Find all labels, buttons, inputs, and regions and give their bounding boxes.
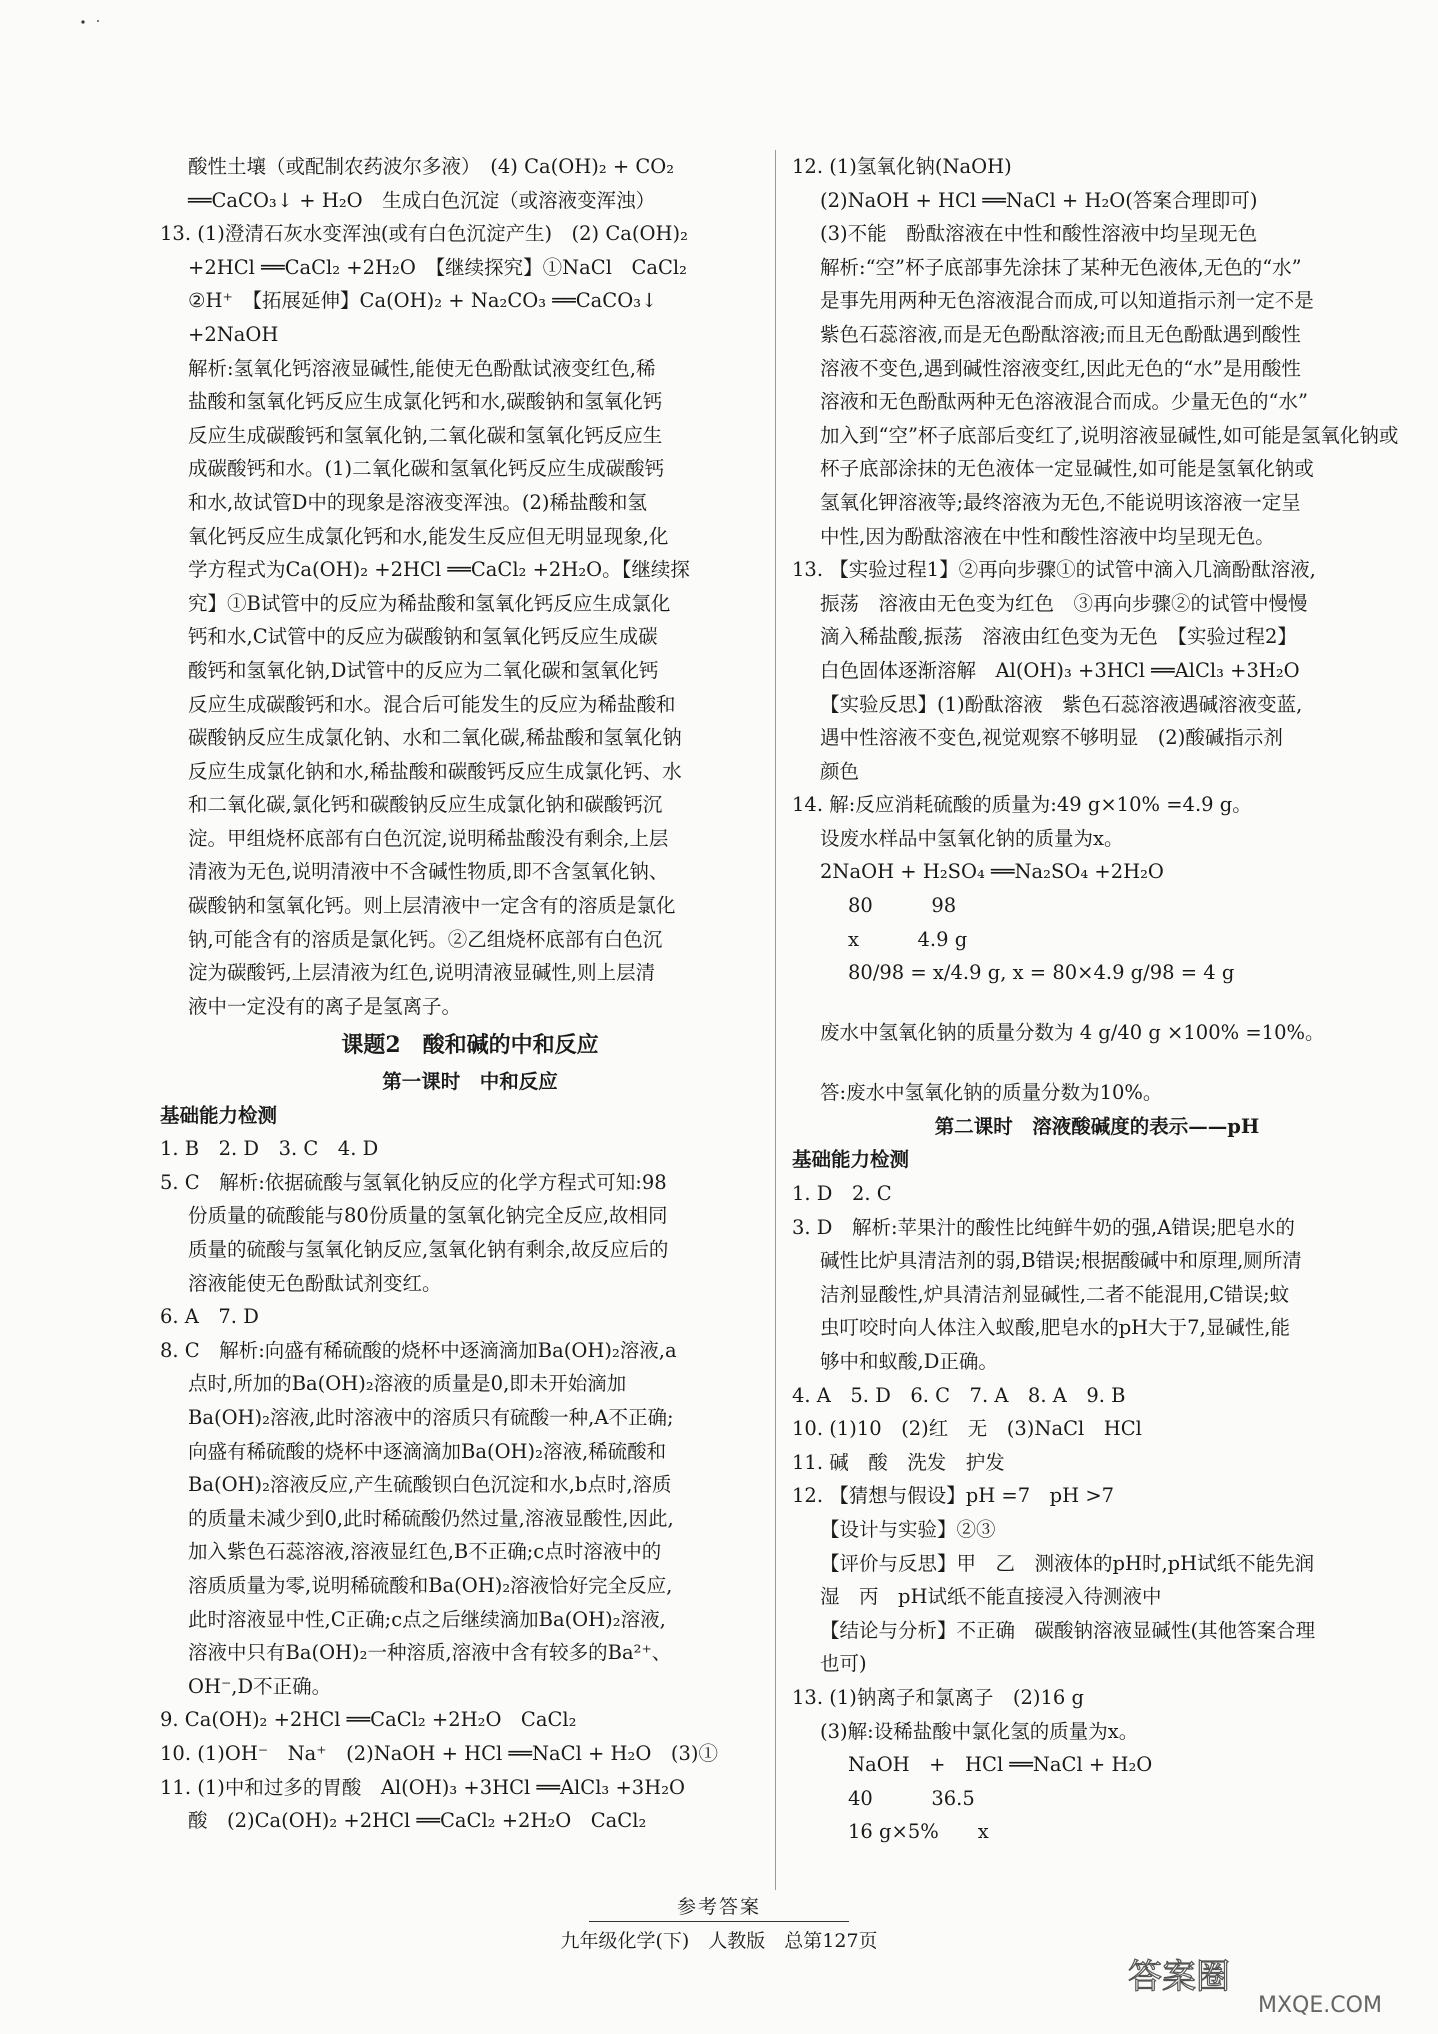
left-line: 淀。甲组烧杯底部有白色沉淀,说明稀盐酸没有剩余,上层 [188,826,669,850]
left-line: 质量的硫酸与氢氧化钠反应,氢氧化钠有剩余,故反应后的 [188,1238,669,1261]
right-line: 也可) [820,1652,867,1676]
left-line: 11. (1)中和过多的胃酸 Al(OH)₃ +3HCl ══AlCl₃ +3H₂O [160,1775,686,1799]
left-line: 学方程式为Ca(OH)₂ +2HCl ══CaCl₂ +2H₂O。【继续探 [188,558,690,582]
left-line: 解析:氢氧化钙溶液显碱性,能使无色酚酞试液变红色,稀 [188,356,656,380]
right-line: 振荡 溶液由无色变为红色 ③再向步骤②的试管中慢慢 [820,591,1308,615]
right-line: 16 g×5% x [848,1820,989,1844]
left-column [160,150,780,1838]
right-line: 加入到“空”杯子底部后变红了,说明溶液显碱性,如可能是氢氧化钠或 [820,423,1399,447]
right-line: 设废水样品中氢氧化钠的质量为x。 [820,826,1124,850]
left-line: 9. Ca(OH)₂ +2HCl ══CaCl₂ +2H₂O CaCl₂ [160,1708,577,1732]
left-line: 淀为碳酸钙,上层清液为红色,说明清液显碱性,则上层清 [188,961,656,985]
right-line: 【结论与分析】不正确 碳酸钠溶液显碱性(其他答案合理 [820,1618,1316,1642]
left-line: 酸 (2)Ca(OH)₂ +2HCl ══CaCl₂ +2H₂O CaCl₂ [188,1809,647,1833]
right-line: 基础能力检测 [792,1148,910,1172]
left-line: 酸性土壤（或配制农药波尔多液） (4) Ca(OH)₂ + CO₂ [188,155,675,178]
left-line: 基础能力检测 [160,1103,278,1127]
right-line: (3)解:设稀盐酸中氯化氢的质量为x。 [820,1719,1139,1743]
left-line: 和水,故试管D中的现象是溶液变浑浊。(2)稀盐酸和氢 [188,490,647,514]
right-line: 【设计与实验】②③ [820,1517,996,1541]
left-line: 13. (1)澄清石灰水变浑浊(或有白色沉淀产生) (2) Ca(OH)₂ [160,222,688,246]
left-line: 氧化钙反应生成氯化钙和水,能发生反应但无明显现象,化 [188,524,669,548]
left-line: 究】①B试管中的反应为稀盐酸和氢氧化钙反应生成氯化 [188,591,671,615]
right-line: 13. 【实验过程1】②再向步骤①的试管中滴入几滴酚酞溶液, [792,558,1316,582]
left-line: 和二氧化碳,氯化钙和碳酸钠反应生成氯化钠和碳酸钙沉 [188,793,663,817]
right-line: 【评价与反思】甲 乙 测液体的pH时,pH试纸不能先润 [820,1551,1315,1575]
left-line: 向盛有稀硫酸的烧杯中逐滴滴加Ba(OH)₂溶液,稀硫酸和 [188,1439,667,1463]
left-line: 10. (1)OH⁻ Na⁺ (2)NaOH + HCl ══NaCl + H₂O (3)① [160,1741,718,1765]
right-line: 杯子底部涂抹的无色液体一定显碱性,如可能是氢氧化钠或 [820,457,1314,481]
left-line: 清液为无色,说明清液中不含碱性物质,即不含氢氧化钠、 [188,860,669,884]
right-line: 3. D 解析:苹果汁的酸性比纯鲜牛奶的强,A错误;肥皂水的 [792,1215,1295,1239]
right-line: 80/98 = x/4.9 g, x = 80×4.9 g/98 = 4 g [848,961,1235,985]
right-line: NaOH + HCl ══NaCl + H₂O [848,1753,1153,1777]
right-line: (2)NaOH + HCl ══NaCl + H₂O(答案合理即可) [820,188,1258,212]
watermark-text: 答案圈 [1128,1957,1230,1997]
right-line: 中性,因为酚酞溶液在中性和酸性溶液中均呈现无色。 [820,524,1275,548]
footer-title: 参考答案 [676,1896,761,1918]
left-line: 碳酸钠和氢氧化钙。则上层清液中一定含有的溶质是氯化 [188,894,676,918]
left-line: 溶液中只有Ba(OH)₂一种溶质,溶液中含有较多的Ba²⁺、 [188,1641,672,1665]
left-line: Ba(OH)₂溶液,此时溶液中的溶质只有硫酸一种,A不正确; [188,1405,674,1429]
right-line: 碱性比炉具清洁剂的弱,B错误;根据酸碱中和原理,厕所清 [820,1249,1302,1273]
left-line: Ba(OH)₂溶液反应,产生硫酸钡白色沉淀和水,b点时,溶质 [188,1473,672,1497]
left-line: 钠,可能含有的溶质是氯化钙。②乙组烧杯底部有白色沉 [188,927,663,951]
left-line: 成碳酸钙和水。(1)二氧化碳和氢氧化钙反应生成碳酸钙 [188,457,665,481]
left-line: 反应生成碳酸钙和水。混合后可能发生的反应为稀盐酸和 [188,692,676,716]
right-line: x 4.9 g [848,927,968,951]
right-line: 洁剂显酸性,炉具清洁剂显碱性,二者不能混用,C错误;蚊 [820,1282,1290,1306]
page-footer [0,1892,1438,1953]
right-line: 氢氧化钾溶液等;最终溶液为无色,不能说明该溶液一定呈 [820,490,1301,514]
footer-page-info: 九年级化学(下) 人教版 总第127页 [560,1930,878,1952]
right-line: 14. 解:反应消耗硫酸的质量为:49 g×10% =4.9 g。 [792,793,1252,817]
right-line: 白色固体逐渐溶解 Al(OH)₃ +3HCl ══AlCl₃ +3H₂O [820,658,1300,682]
right-line: 滴入稀盐酸,振荡 溶液由红色变为无色 【实验过程2】 [820,625,1297,649]
right-line: 紫色石蕊溶液,而是无色酚酞溶液;而且无色酚酞遇到酸性 [820,322,1301,346]
watermark-logo [1108,1950,1408,2020]
left-line: 8. C 解析:向盛有稀硫酸的烧杯中逐滴滴加Ba(OH)₂溶液,a [160,1338,677,1362]
left-line: 6. A 7. D [160,1305,259,1329]
left-line: 酸钙和氢氧化钠,D试管中的反应为二氧化碳和氢氧化钙 [188,658,659,682]
right-line: 4. A 5. D 6. C 7. A 8. A 9. B [792,1383,1126,1407]
left-line: 液中一定没有的离子是氢离子。 [188,994,462,1018]
left-line: 5. C 解析:依据硫酸与氢氧化钠反应的化学方程式可知:98 [160,1170,667,1194]
right-line: 2NaOH + H₂SO₄ ══Na₂SO₄ +2H₂O [820,860,1164,884]
right-line: 湿 丙 pH试纸不能直接浸入待测液中 [820,1585,1162,1609]
right-line: 废水中氢氧化钠的质量分数为 4 g/40 g ×100% =10%。 [820,1021,1325,1045]
right-line: 【实验反思】(1)酚酞溶液 紫色石蕊溶液遇碱溶液变蓝, [820,692,1303,716]
left-line: 溶液能使无色酚酞试剂变红。 [188,1271,442,1295]
left-line: 反应生成碳酸钙和氢氧化钠,二氧化碳和氢氧化钙反应生 [188,423,663,447]
right-line: 够中和蚁酸,D正确。 [820,1350,998,1373]
left-line: 课题2 酸和碱的中和反应 [341,1032,599,1059]
left-line: 盐酸和氢氧化钙反应生成氯化钙和水,碳酸钠和氢氧化钙 [188,390,663,414]
right-line: 80 98 [848,894,957,918]
right-line: 12. 【猜想与假设】pH =7 pH >7 [792,1484,1115,1508]
right-line: 40 36.5 [848,1786,975,1810]
left-line: 的质量未减少到0,此时稀硫酸仍然过量,溶液显酸性,因此, [188,1506,674,1530]
right-line: 13. (1)钠离子和氯离子 (2)16 g [792,1685,1084,1709]
right-line: 虫叮咬时向人体注入蚁酸,肥皂水的pH大于7,显碱性,能 [820,1316,1290,1340]
left-line: +2NaOH [188,322,279,346]
right-line: 12. (1)氢氧化钠(NaOH) [792,155,1012,178]
left-line: +2HCl ══CaCl₂ +2H₂O 【继续探究】①NaCl CaCl₂ [188,255,687,279]
column-divider [775,150,776,1890]
right-line: 解析:“空”杯子底部事先涂抹了某种无色液体,无色的“水” [820,255,1302,279]
footer-rule [589,1921,849,1922]
left-line: 碳酸钠反应生成氯化钠、水和二氧化碳,稀盐酸和氢氧化钠 [188,726,682,750]
left-line: 点时,所加的Ba(OH)₂溶液的质量是0,即未开始滴加 [188,1372,627,1396]
right-line: 1. D 2. C [792,1182,892,1206]
right-line: 是事先用两种无色溶液混合而成,可以知道指示剂一定不是 [820,289,1314,313]
left-line: 1. B 2. D 3. C 4. D [160,1137,379,1161]
left-line: 份质量的硫酸能与80份质量的氢氧化钠完全反应,故相同 [188,1204,668,1228]
right-line: 溶液和无色酚酞两种无色溶液混合而成。少量无色的“水” [820,390,1308,414]
left-line: ══CaCO₃↓ + H₂O 生成白色沉淀（或溶液变浑浊） [188,188,656,212]
left-line: 反应生成氯化钠和水,稀盐酸和碳酸钙反应生成氯化钙、水 [188,759,682,783]
left-line: 加入紫色石蕊溶液,溶液显红色,B不正确;c点时溶液中的 [188,1540,662,1564]
right-line: 第二课时 溶液酸碱度的表示——pH [934,1114,1260,1138]
left-line: 钙和水,C试管中的反应为碳酸钠和氢氧化钙反应生成碳 [188,625,658,649]
right-line: 答:废水中氢氧化钠的质量分数为10%。 [820,1081,1163,1105]
right-line: 遇中性溶液不变色,视觉观察不够明显 (2)酸碱指示剂 [820,726,1283,750]
right-line: 颜色 [820,759,860,783]
corner-mark [80,10,102,16]
left-line: 溶质质量为零,说明稀硫酸和Ba(OH)₂溶液恰好完全反应, [188,1573,673,1597]
left-line: 此时溶液显中性,C正确;c点之后继续滴加Ba(OH)₂溶液, [188,1607,666,1631]
right-line: (3)不能 酚酞溶液在中性和酸性溶液中均呈现无色 [820,222,1258,246]
left-line: 第一课时 中和反应 [382,1070,558,1094]
left-line: OH⁻,D不正确。 [188,1674,332,1698]
right-line: 溶液不变色,遇到碱性溶液变红,因此无色的“水”是用酸性 [820,356,1301,380]
left-line: ②H⁺ 【拓展延伸】Ca(OH)₂ + Na₂CO₃ ══CaCO₃↓ [188,289,658,313]
right-column [792,150,1402,1849]
watermark-domain: MXQE.COM [1258,1993,1382,2018]
right-line: 11. 碱 酸 洗发 护发 [792,1450,1005,1474]
right-line: 10. (1)10 (2)红 无 (3)NaCl HCl [792,1417,1142,1441]
